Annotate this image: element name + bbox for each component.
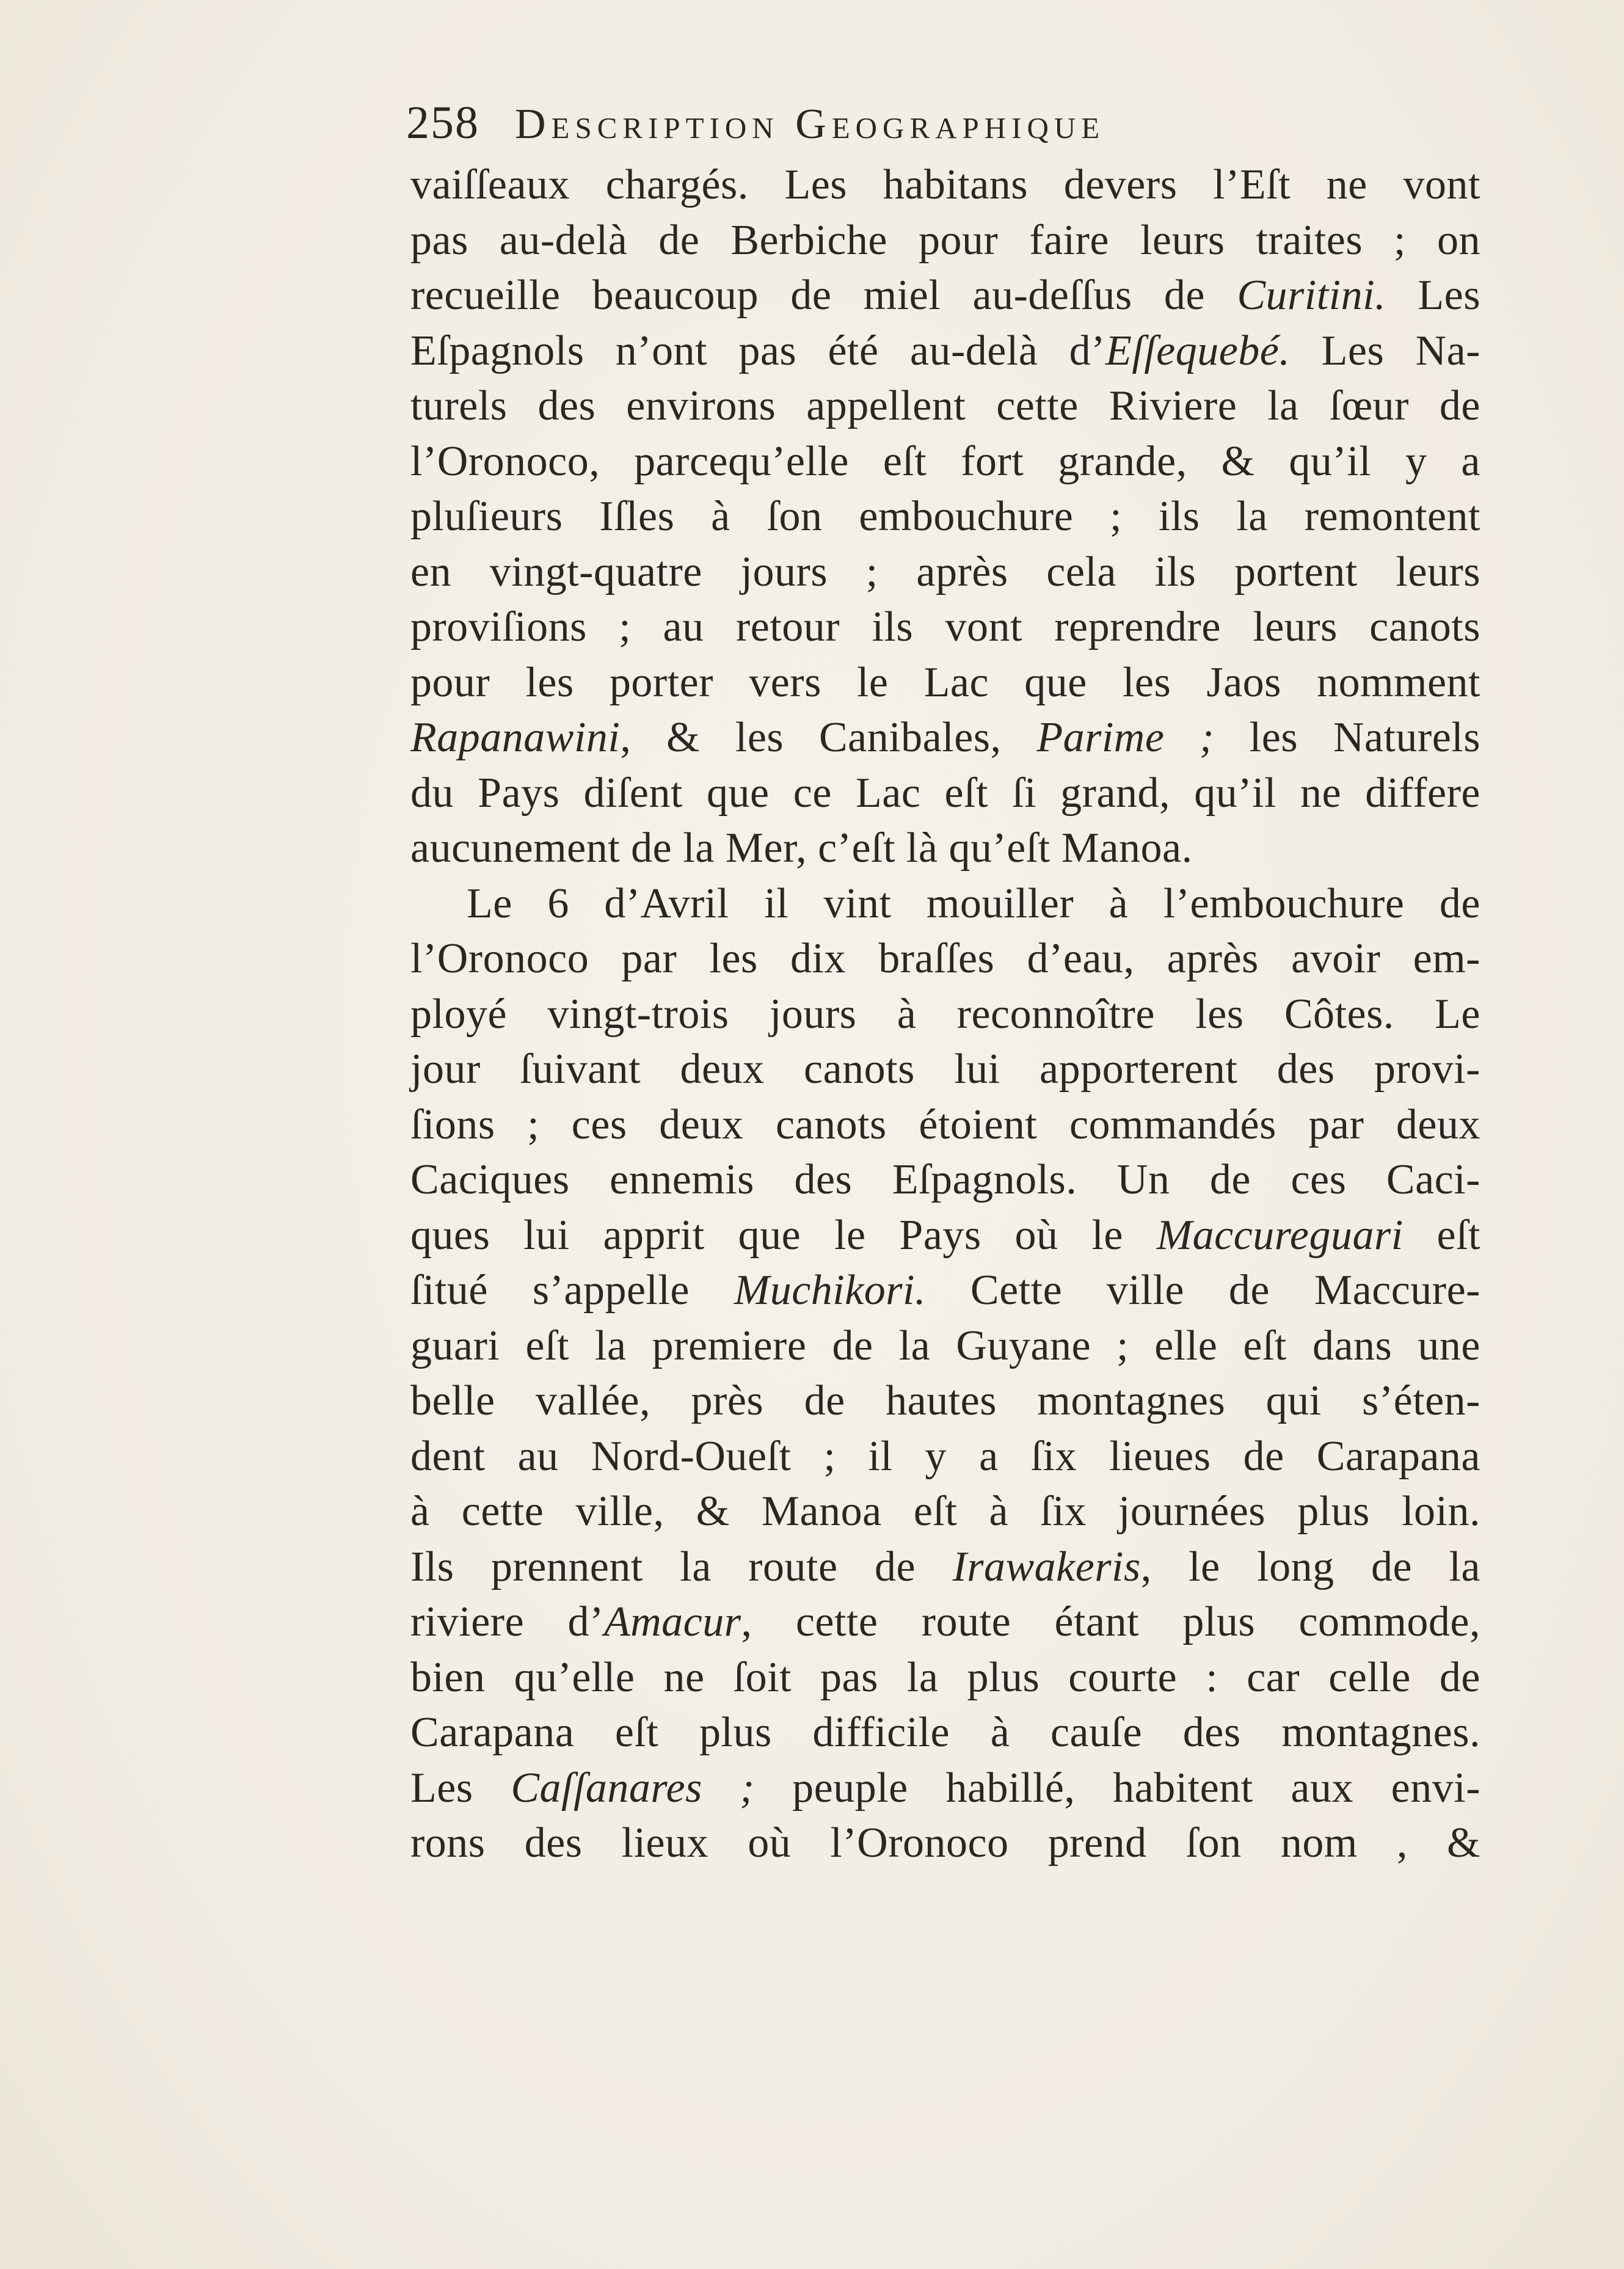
text-line bbox=[410, 1816, 1480, 1871]
line-text: ployé vingt-trois jours à reconnoître les Côtes. Le bbox=[410, 990, 1480, 1038]
line-text: turels des environs appellent cette Riviere la ſœur de bbox=[410, 382, 1480, 429]
text-line bbox=[410, 876, 1480, 932]
text-line bbox=[410, 1208, 1480, 1264]
line-text: jour ſuivant deux canots lui apporterent des provi- bbox=[410, 1046, 1480, 1093]
line-text: Cette ville de Maccure- bbox=[926, 1267, 1480, 1314]
italic-name: Parime ; bbox=[1036, 714, 1214, 761]
line-text: ques lui apprit que le Pays où le bbox=[410, 1211, 1157, 1259]
text-line bbox=[410, 987, 1480, 1043]
text-line bbox=[410, 1761, 1480, 1816]
line-text: , & les Canibales, bbox=[620, 714, 1037, 761]
line-text: peuple habillé, habitent aux envi- bbox=[754, 1764, 1481, 1812]
italic-name: Curitini. bbox=[1237, 272, 1386, 319]
body-text bbox=[410, 158, 1480, 1871]
text-line bbox=[410, 434, 1480, 490]
italic-name: Rapanawini bbox=[410, 714, 621, 761]
running-title: Description Geographique bbox=[515, 101, 1105, 148]
text-line bbox=[410, 1705, 1480, 1761]
line-text: en vingt-quatre jours ; après cela ils portent leurs bbox=[410, 548, 1480, 595]
line-text: , le long de la bbox=[1140, 1543, 1480, 1590]
text-line bbox=[410, 1374, 1480, 1429]
page-number: 258 bbox=[406, 97, 479, 148]
text-line bbox=[410, 1098, 1480, 1153]
text-line bbox=[410, 1484, 1480, 1540]
text-line bbox=[410, 1153, 1480, 1208]
line-text: Le 6 d’Avril il vint mouiller à l’embouchure de bbox=[467, 880, 1480, 927]
line-text: riviere d’ bbox=[410, 1598, 604, 1645]
italic-name: Muchikori. bbox=[734, 1267, 926, 1314]
line-text: du Pays diſent que ce Lac eſt ſi grand, qu’il ne differe bbox=[410, 769, 1480, 817]
italic-name: Irawakeris bbox=[952, 1543, 1141, 1590]
text-line bbox=[410, 1429, 1480, 1485]
text-line bbox=[410, 158, 1480, 213]
running-head bbox=[406, 97, 1359, 164]
line-text: dent au Nord-Oueſt ; il y a ſix lieues de Carapana bbox=[410, 1432, 1480, 1480]
text-line bbox=[410, 931, 1480, 987]
text-line bbox=[410, 1540, 1480, 1595]
line-text: , cette route étant plus commode, bbox=[741, 1598, 1480, 1645]
line-text: ſitué s’appelle bbox=[410, 1267, 734, 1314]
line-text: pas au-delà de Berbiche pour faire leurs traites ; on bbox=[410, 216, 1480, 264]
text-line bbox=[410, 766, 1480, 821]
line-text: eſt bbox=[1403, 1211, 1480, 1259]
text-line bbox=[410, 1319, 1480, 1374]
line-text: Caciques ennemis des Eſpagnols. Un de ces Caci- bbox=[410, 1156, 1480, 1203]
line-text: vaiſſeaux chargés. Les habitans devers l’Eſt ne vont bbox=[410, 161, 1480, 208]
line-text: bien qu’elle ne ſoit pas la plus courte : car celle de bbox=[410, 1653, 1480, 1701]
line-text: belle vallée, près de hautes montagnes qui s’éten- bbox=[410, 1377, 1480, 1424]
line-text: pluſieurs Iſles à ſon embouchure ; ils la remontent bbox=[410, 493, 1480, 540]
text-line bbox=[410, 379, 1480, 434]
text-line bbox=[410, 324, 1480, 379]
line-text: Ils prennent la route de bbox=[410, 1543, 953, 1590]
text-line bbox=[410, 1263, 1480, 1319]
text-line bbox=[410, 1595, 1480, 1650]
text-line bbox=[410, 1042, 1480, 1098]
italic-name: Amacur bbox=[603, 1598, 741, 1645]
line-text: rons des lieux où l’Oronoco prend ſon nom , & bbox=[410, 1819, 1480, 1867]
text-line bbox=[410, 213, 1480, 269]
line-text: Les bbox=[1386, 272, 1480, 319]
text-line bbox=[410, 268, 1480, 324]
line-text: proviſions ; au retour ils vont reprendre leurs canots bbox=[410, 603, 1480, 650]
text-line bbox=[410, 655, 1480, 711]
text-line bbox=[410, 545, 1480, 600]
line-text: l’Oronoco par les dix braſſes d’eau, après avoir em- bbox=[410, 935, 1480, 982]
line-text: à cette ville, & Manoa eſt à ſix journées plus loin. bbox=[410, 1488, 1480, 1535]
text-line bbox=[410, 1650, 1480, 1706]
line-text: aucunement de la Mer, c’eſt là qu’eſt Manoa. bbox=[410, 825, 1193, 872]
line-text: Les Na- bbox=[1290, 327, 1480, 374]
italic-name: Caſſanares ; bbox=[511, 1764, 755, 1812]
text-line bbox=[410, 489, 1480, 545]
italic-name: Maccureguari bbox=[1156, 1211, 1404, 1259]
line-text: l’Oronoco, parcequ’elle eſt fort grande, & qu’il y a bbox=[410, 437, 1480, 485]
line-text: ſions ; ces deux canots étoient commandés par deux bbox=[410, 1101, 1480, 1148]
line-text: recueille beaucoup de miel au-deſſus de bbox=[410, 272, 1237, 319]
text-line bbox=[410, 821, 1480, 876]
line-text: guari eſt la premiere de la Guyane ; elle eſt dans une bbox=[410, 1322, 1480, 1369]
line-text: Eſpagnols n’ont pas été au-delà d’ bbox=[410, 327, 1105, 374]
line-text: Carapana eſt plus difficile à cauſe des montagnes. bbox=[410, 1709, 1480, 1756]
line-text: Les bbox=[410, 1764, 511, 1812]
line-text: pour les porter vers le Lac que les Jaos nomment bbox=[410, 658, 1480, 706]
line-text: les Naturels bbox=[1214, 714, 1480, 761]
italic-name: Eſſequebé. bbox=[1105, 327, 1291, 374]
text-line bbox=[410, 600, 1480, 655]
text-line bbox=[410, 710, 1480, 766]
